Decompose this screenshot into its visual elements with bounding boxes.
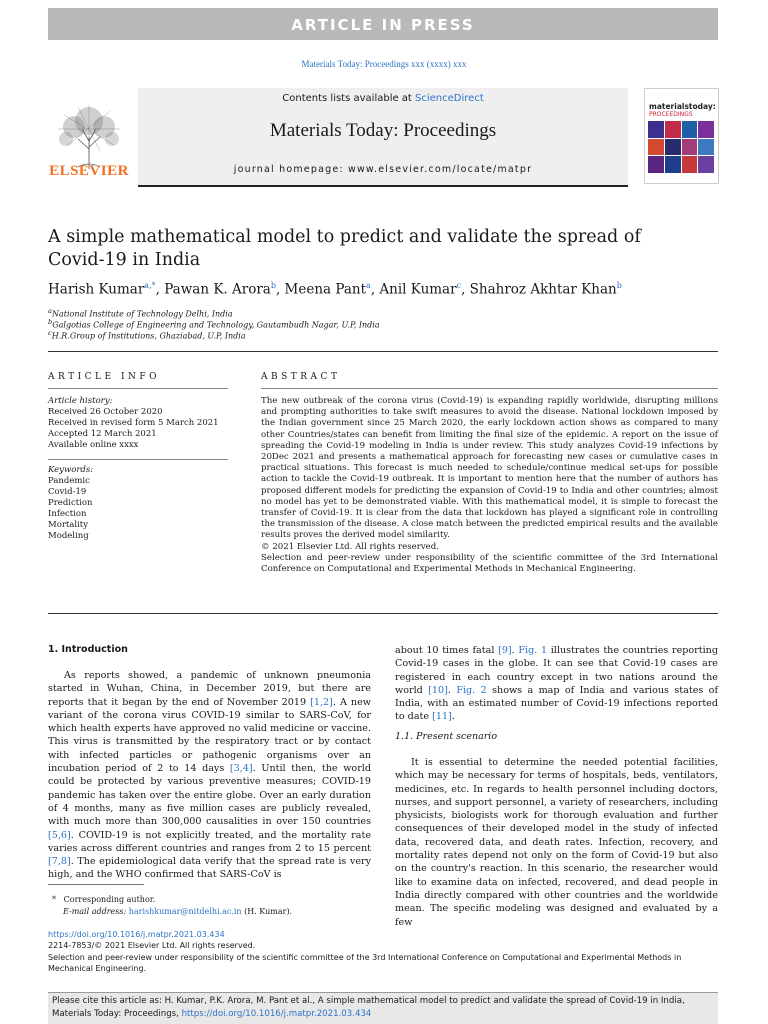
citation-link[interactable]: [7,8] xyxy=(48,856,71,868)
keyword: Covid-19 xyxy=(48,487,87,497)
author-affiliation-marker[interactable]: c xyxy=(456,281,462,290)
affiliation-a: $^a$National Institute of Technology Delhi, India xyxy=(48,307,233,319)
keyword: Mortality xyxy=(48,520,89,530)
history-received: Received 26 October 2020 xyxy=(48,407,163,417)
author-affiliation-marker[interactable]: b xyxy=(270,281,276,290)
section-heading-introduction: 1. Introduction xyxy=(48,644,128,655)
cover-image-grid xyxy=(648,121,714,173)
keyword: Infection xyxy=(48,509,87,519)
introduction-paragraph: As reports showed, a pandemic of unknown pneumonia started in Wuhan, China, in December 2019, but there are reports that it began by the end of November 2019 [1,2]. A new variant of the corona virus COVID-19 similar to SARS-CoV, for which health experts have approved no valid medicine or vaccine. This virus is transmitted by the respiratory tract or by contact with infected particles or pathogenic organisms over an incubation period of 2 to 14 days [3,4]. Until then, the world could be protected by various preventive measures; COVID-19 pandemic has taken over the entire globe. Over an early duration of 4 months, many as five million cases are publicly revealed, with much more than 300,000 causalities in over 150 countries [5,6]. COVID-19 is not explicitly treated, and the mortality rate varies across different countries and ranges from 2 to 15 percent [7,8]. The epidemiological data verify that the spread rate is very high, and the WHO confirmed that SARS-CoV is xyxy=(48,670,371,881)
article-title xyxy=(48,226,688,272)
info-divider-1 xyxy=(48,388,228,389)
keyword: Prediction xyxy=(48,498,93,508)
citation-link[interactable]: [10] xyxy=(428,684,448,696)
footer-selection-note: Selection and peer-review under responsibility of the scientific committee of the 3rd International Conference on Computational and Experimental Methods in Mechanical Engineering. xyxy=(48,953,682,973)
email-note: E-mail address: harishkumar@nitdelhi.ac.in (H. Kumar). xyxy=(63,907,293,916)
citation-doi-link[interactable]: https://doi.org/10.1016/j.matpr.2021.03.434 xyxy=(181,1009,372,1019)
author-name: Meena Pant xyxy=(284,281,367,298)
sciencedirect-link[interactable]: ScienceDirect xyxy=(415,93,484,104)
history-revised: Received in revised form 5 March 2021 xyxy=(48,418,219,428)
author-name: Anil Kumar xyxy=(379,281,457,298)
abstract-text: The new outbreak of the corona virus (Covid-19) is expanding rapidly worldwide, disrupting millions and prompting authorities to take swift measures to avoid the disease. National lockdown imposed by the Indian government since 25 March 2020, the early lockdown action shows as compared to many other Countries/states can benefit from limiting the final size of the epidemic. A report on the issue of spreading the Covid-19 modeling in India is under review. This study analyzes Covid-19 infections by 20Dec 2021 and presents a mathematical approach for forecasting new cases or cumulative cases in practical situations. This forecast is much needed to schedule/continue medical set-ups for possible action to tackle the Covid-19 outbreak. It is important to mention here that the number of authors has proposed different models for predicting the expansion of Covid-19 to India and other countries; almost no model has yet to be demonstrated viable. With this mathematical model, it is simple to forecast the transfer of Covid-19. It is clear from the data that lockdown has played a significant role in controlling the transmission of the disease. A close match between the predicted empirical results and the available results proves the derived model similarity. xyxy=(261,396,718,541)
issn-line: 2214-7853/© 2021 Elsevier Ltd. All rights reserved. xyxy=(48,941,256,950)
citation-box: Please cite this article as: H. Kumar, P.K. Arora, M. Pant et al., A simple mathematical model to predict and validate the spread of Covid-19 in India, Materials Today: Proceedings, https://doi.org/10.1016/j.matpr.2021.03.434 xyxy=(48,992,718,1024)
citation-link[interactable]: [9] xyxy=(498,645,512,656)
author-name: Shahroz Akhtar Khan xyxy=(469,281,617,298)
journal-homepage[interactable]: journal homepage: www.elsevier.com/locate/matpr xyxy=(233,164,533,175)
cover-title: materialstoday: xyxy=(649,102,716,111)
keyword: Modeling xyxy=(48,531,89,541)
citation-link[interactable]: [11] xyxy=(432,711,452,723)
article-info-heading: ARTICLE INFO xyxy=(48,372,161,382)
history-label: Article history: xyxy=(48,396,113,406)
subsection-heading-present-scenario: 1.1. Present scenario xyxy=(395,731,498,742)
author-name: Pawan K. Arora xyxy=(164,281,271,298)
abstract-heading: ABSTRACT xyxy=(261,372,341,382)
divider-top xyxy=(48,351,718,352)
abstract-divider xyxy=(261,388,718,389)
author-name: Harish Kumar xyxy=(48,281,145,298)
journal-title: Materials Today: Proceedings xyxy=(269,120,497,141)
citation-link[interactable]: [3,4] xyxy=(229,763,253,775)
keywords-label: Keywords: xyxy=(48,465,94,475)
author-email-link[interactable]: harishkumar@nitdelhi.ac.in xyxy=(128,907,242,916)
info-divider-2 xyxy=(48,459,228,460)
citation-link[interactable]: [1,2] xyxy=(310,696,333,708)
present-scenario-paragraph: It is essential to determine the needed potential facilities, which may be necessary for terms of hospitals, beds, ventilators, medicines, etc. In regards to health personnel including doctors, nurses, and support personnel, a variety of researchers, including physicists, biologists work for thorough evaluation and further consequences of their developed model in the study of infected data, recovered data, and death rates. Infection, recovery, and mortality rates depend not only on the form of Covid-19 but also on the country's reaction. In this scenario, the researcher would like to examine data on infected, recovered, and dead people in India directly compared with other countries and the worldwide mean. The specific modeling was designed and evaluated by a few xyxy=(395,757,718,928)
introduction-continued-paragraph: about 10 times fatal [9]. Fig. 1 illustrates the countries reporting Covid-19 cases in the globe. It can see that Covid-19 cases are registered in each country except in two nations around the world [10]. Fig. 2 shows a map of India and various states of India, with an estimated number of Covid-19 infections reported to date [11]. xyxy=(395,645,719,723)
article-in-press-banner: ARTICLE IN PRESS xyxy=(48,8,718,40)
divider-mid xyxy=(48,613,718,614)
elsevier-wordmark: ELSEVIER xyxy=(49,163,129,179)
abstract-copyright: © 2021 Elsevier Ltd. All rights reserved. xyxy=(261,541,439,552)
article-title-line-2: Covid-19 in India xyxy=(48,250,201,270)
journal-cover-thumbnail xyxy=(644,88,719,184)
corresponding-author-note: * Corresponding author. xyxy=(52,895,156,904)
cover-subtitle: PROCEEDINGS xyxy=(649,111,693,118)
affiliation-b: $^b$Galgotias College of Engineering and Technology, Gautambudh Nagar, U.P, India xyxy=(48,318,380,330)
author-affiliation-marker[interactable]: a,* xyxy=(144,281,156,290)
author-affiliation-marker[interactable]: b xyxy=(616,281,622,290)
citation-link[interactable]: [5,6] xyxy=(48,829,71,841)
abstract-selection: Selection and peer-review under responsibility of the scientific committee of the 3rd International Conference on Computational and Experimental Methods in Mechanical Engineering. xyxy=(261,552,718,575)
affiliation-c: $^c$H.R.Group of Institutions, Ghaziabad, U.P, India xyxy=(48,329,246,341)
citation-link[interactable]: Fig. 2 xyxy=(456,684,487,696)
article-title-line-1: A simple mathematical model to predict and validate the spread of xyxy=(48,227,641,247)
citation-link[interactable]: Fig. 1 xyxy=(518,645,548,656)
author-list: Harish Kumar$^{a,*}$, Pawan K. Arora$^b$, Meena Pant$^a$, Anil Kumar$^c$, Shahroz Akhtar Khan$^b$ xyxy=(48,281,622,298)
abstract-body xyxy=(261,396,718,575)
history-online: Available online xxxx xyxy=(48,440,139,450)
history-accepted: Accepted 12 March 2021 xyxy=(48,429,157,439)
doi-link[interactable]: https://doi.org/10.1016/j.matpr.2021.03.434 xyxy=(48,930,225,939)
keyword: Pandemic xyxy=(48,476,90,486)
footnote-rule xyxy=(48,884,144,885)
journal-reference-link[interactable]: Materials Today: Proceedings xxx (xxxx) xxx xyxy=(301,59,467,69)
contents-line: Contents lists available at ScienceDirect xyxy=(282,93,484,104)
author-affiliation-marker[interactable]: a xyxy=(366,281,371,290)
